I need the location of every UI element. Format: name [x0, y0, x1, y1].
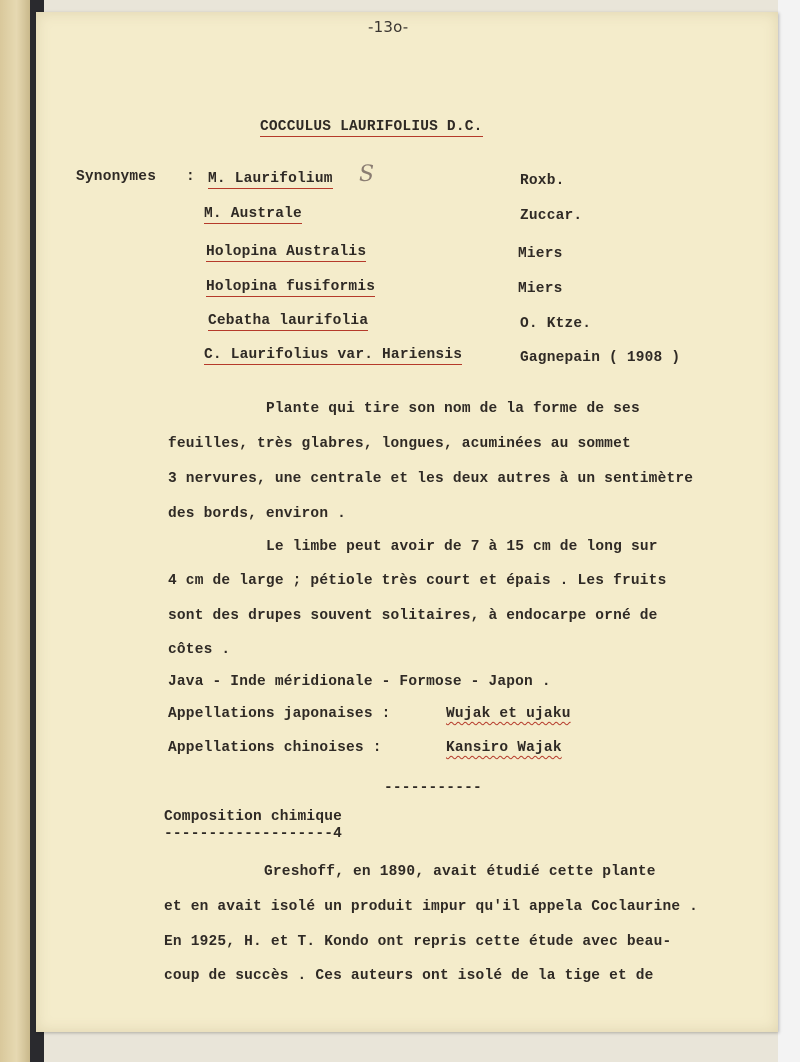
- synonym-name: Holopina Australis: [206, 244, 367, 260]
- description-line: Plante qui tire son nom de la forme de ses: [266, 401, 640, 417]
- document-page: [36, 12, 778, 1032]
- synonym-author: Zuccar.: [520, 208, 583, 224]
- synonym-author: O. Ktze.: [520, 316, 592, 332]
- synonym-name: M. Australe: [204, 206, 302, 222]
- scan-margin: [778, 0, 800, 1062]
- section-title-underline: -------------------4: [164, 826, 343, 842]
- chemistry-line: coup de succès . Ces auteurs ont isolé de la tige et de: [164, 968, 654, 984]
- limbe-line: 4 cm de large ; pétiole très court et épais . Les fruits: [168, 573, 667, 589]
- description-line: 3 nervures, une centrale et les deux autres à un sentimètre: [168, 471, 694, 487]
- chinese-names-label: Appellations chinoises :: [168, 740, 382, 756]
- limbe-line: côtes .: [168, 642, 231, 658]
- page-title: COCCULUS LAURIFOLIUS D.C.: [260, 119, 483, 135]
- japanese-names: Wujak et ujaku: [446, 706, 571, 722]
- synonym-author: Gagnepain ( 1908 ): [520, 350, 681, 366]
- chemistry-line: et en avait isolé un produit impur qu'il appela Coclaurine .: [164, 899, 699, 915]
- description-line: feuilles, très glabres, longues, acuminées au sommet: [168, 436, 631, 452]
- synonym-name: C. Laurifolius var. Hariensis: [204, 347, 463, 363]
- section-separator: -----------: [384, 780, 482, 796]
- synonym-name: M. Laurifolium: [208, 171, 333, 187]
- japanese-names-label: Appellations japonaises :: [168, 706, 391, 722]
- chemistry-line: En 1925, H. et T. Kondo ont repris cette étude avec beau-: [164, 934, 672, 950]
- description-line: des bords, environ .: [168, 506, 347, 522]
- chinese-names: Kansiro Wajak: [446, 740, 562, 756]
- page-number: -13o-: [368, 18, 409, 36]
- chemistry-line: Greshoff, en 1890, avait étudié cette plante: [264, 864, 656, 880]
- synonym-author: Roxb.: [520, 173, 565, 189]
- limbe-line: sont des drupes souvent solitaires, à endocarpe orné de: [168, 608, 658, 624]
- binder-strip: [0, 0, 30, 1062]
- synonym-author: Miers: [518, 246, 563, 262]
- synonym-name: Holopina fusiformis: [206, 279, 376, 295]
- section-title: Composition chimique: [164, 809, 343, 825]
- synonyms-label: Synonymes: [76, 169, 157, 185]
- synonyms-colon: :: [186, 169, 195, 185]
- synonym-author: Miers: [518, 281, 563, 297]
- distribution-line: Java - Inde méridionale - Formose - Japon .: [168, 674, 551, 690]
- margin-mark: S: [359, 162, 375, 187]
- synonym-name: Cebatha laurifolia: [208, 313, 369, 329]
- limbe-line: Le limbe peut avoir de 7 à 15 cm de long sur: [266, 539, 658, 555]
